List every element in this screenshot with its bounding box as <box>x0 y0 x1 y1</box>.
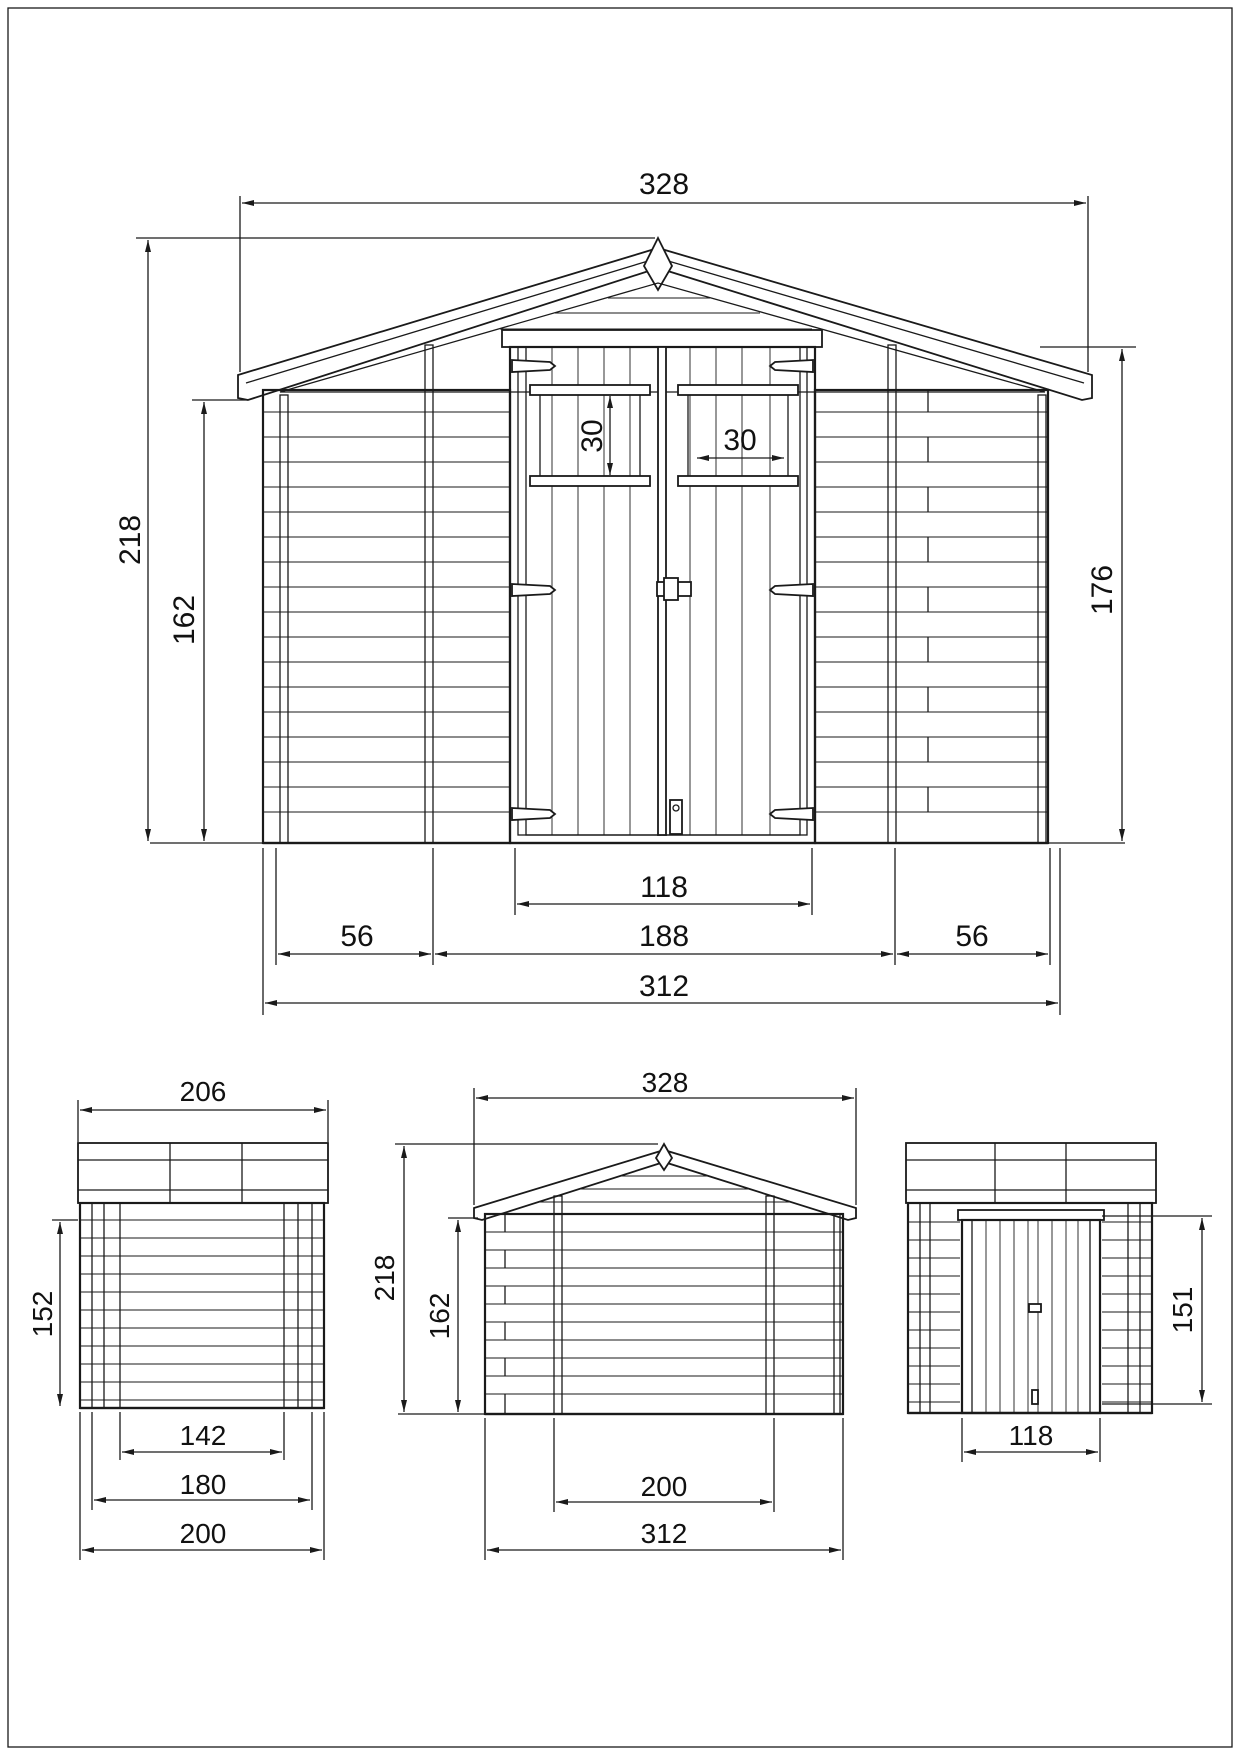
dim-label: 328 <box>641 1067 689 1098</box>
dim-side-right-height <box>1102 1216 1212 1404</box>
dim-side-left-roof <box>78 1076 328 1142</box>
dim-rear-roof <box>474 1067 856 1205</box>
side-left-planks <box>80 1203 324 1408</box>
dim-label: 180 <box>179 1469 227 1500</box>
side-right-door <box>958 1210 1104 1413</box>
dim-label: 200 <box>179 1518 227 1549</box>
dim-rear-widths <box>485 1418 843 1560</box>
door-lintel <box>502 330 822 347</box>
dim-label: 162 <box>424 1292 455 1340</box>
dim-label: 30 <box>723 424 757 457</box>
left-wall-planks <box>263 345 510 843</box>
dim-label: 218 <box>369 1254 400 1302</box>
dim-rear-wall-height <box>424 1218 478 1412</box>
dim-front-segments <box>276 848 1050 965</box>
rear-view <box>369 1067 856 1560</box>
side-right-view <box>906 1143 1212 1462</box>
front-wall-left <box>263 390 510 843</box>
dim-label: 176 <box>1086 564 1119 616</box>
dim-front-wall-height <box>168 400 248 841</box>
double-door <box>512 347 813 835</box>
dim-label: 118 <box>1008 1420 1054 1451</box>
dim-side-left-height <box>27 1220 78 1406</box>
front-main-view <box>114 168 1136 1015</box>
dim-label: 200 <box>640 1471 688 1502</box>
dim-label: 218 <box>114 514 147 566</box>
rear-planks <box>485 1196 843 1414</box>
dim-label: 206 <box>179 1076 227 1107</box>
dim-label: 328 <box>638 168 690 201</box>
dim-side-right-door-width <box>962 1418 1100 1462</box>
roof-finial <box>644 238 672 290</box>
dim-window-height <box>576 396 610 475</box>
dim-label: 162 <box>168 594 201 646</box>
dim-rear-total-height <box>369 1144 658 1414</box>
side-left-view <box>27 1076 328 1560</box>
right-wall-planks <box>815 345 1048 843</box>
window-right <box>678 385 798 395</box>
dim-label: 312 <box>640 1518 688 1549</box>
dim-label: 312 <box>638 970 690 1003</box>
dim-label: 118 <box>640 871 688 904</box>
dim-front-door-height <box>1040 347 1136 841</box>
dim-label: 56 <box>340 920 374 953</box>
dim-front-door-width <box>515 848 812 915</box>
dim-front-total-height <box>114 238 655 841</box>
side-left-roof <box>78 1143 328 1203</box>
dim-label: 142 <box>179 1420 227 1451</box>
side-right-roof <box>906 1143 1156 1203</box>
dim-label: 151 <box>1167 1286 1198 1334</box>
dim-label: 56 <box>955 920 989 953</box>
dim-label: 188 <box>638 920 690 953</box>
window-left <box>530 385 650 395</box>
dim-label: 152 <box>27 1290 58 1338</box>
dim-label: 30 <box>576 419 609 453</box>
front-wall-right <box>815 390 1048 843</box>
dim-side-left-widths <box>80 1412 324 1560</box>
dim-window-width <box>697 424 784 458</box>
